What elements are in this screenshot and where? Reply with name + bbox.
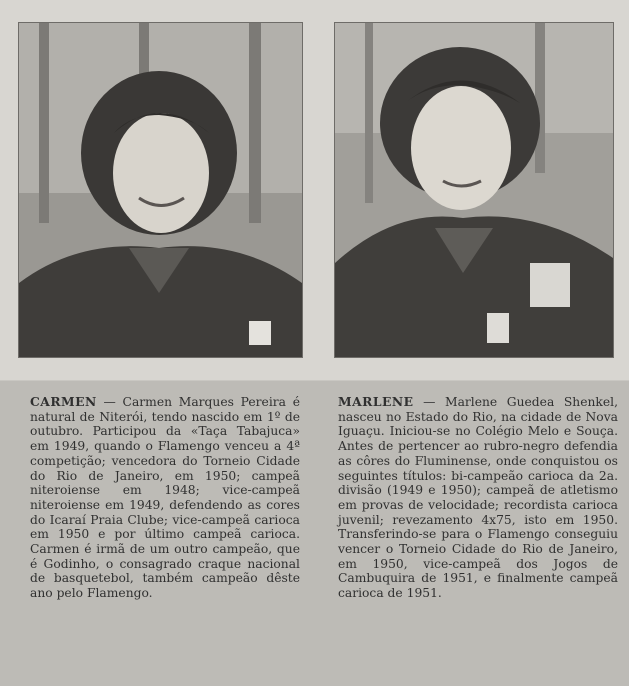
- carmen-photo: [18, 22, 303, 358]
- marlene-caption: [338, 395, 618, 601]
- marlene-bio: — Marlene Guedea Shenkel, nasceu no Estado do Rio, na cidade de Nova Iguaçu. Iniciou-se no Colégio Melo e Souça. Antes de pertencer ao rubro-negro defendia as côres do Fluminense, onde conquistou os seguintes títulos: bi-campeão carioca da 2a. divisão (1949 e 1950); campeã de atletismo em provas de velocidade; recordista carioca juvenil; revezamento 4x75, isto em 1950. Transferindo-se para o Flamengo conseguiu vencer o Torneio Cidade do Rio de Janeiro, em 1950, vice-campeã dos Jogos de Cambuquira de 1951, e finalmente campeã carioca de 1951.: [338, 395, 618, 601]
- marlene-name: MARLENE: [338, 394, 414, 409]
- captions-band: [0, 381, 629, 686]
- carmen-name: CARMEN: [30, 394, 97, 409]
- carmen-bio: — Carmen Marques Pereira é natural de Niterói, tendo nascido em 1º de outubro. Participou da «Taça Tabajuca» em 1949, quando o Flamengo venceu a 4ª competição; vencedora do Torneio Cidade do Rio de Janeiro, em 1950; campeã niteroiense em 1948; vice-campeã niteroiense em 1949, defendendo as cores do Icaraí Praia Clube; vice-campeã carioca em 1950 e por último campeã carioca. Carmen é irmã de um outro campeão, que é Godinho, o consagrado craque nacional de basquetebol, também campeão dêste ano pelo Flamengo.: [30, 395, 300, 601]
- carmen-caption: [30, 395, 300, 601]
- marlene-photo: [334, 22, 614, 358]
